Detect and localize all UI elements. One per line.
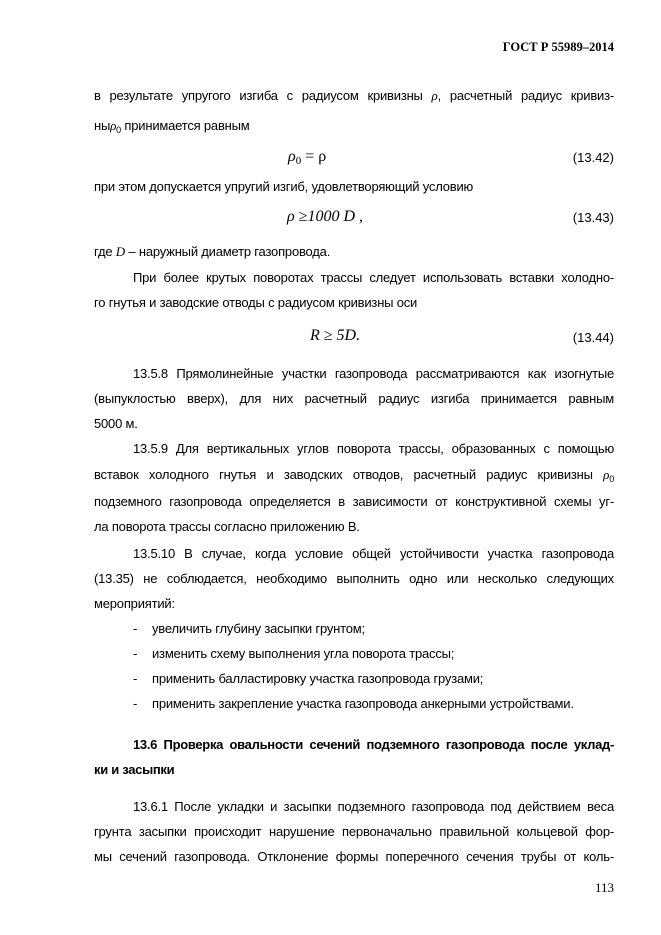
- text-line: мероприятий:: [94, 596, 175, 611]
- formula-13-44: R ≥ 5D.: [310, 327, 361, 344]
- list-item: изменить схему выполнения угла поворота трассы;: [152, 646, 455, 661]
- text-line: в результате упругого изгиба с радиусом кривизны ρ, расчетный радиус кривиз-: [94, 88, 614, 103]
- text-line: при этом допускается упругий изгиб, удовлетворяющий условию: [94, 179, 474, 194]
- list-item: применить балластировку участка газопровода грузами;: [152, 671, 484, 686]
- list-bullet: -: [133, 621, 138, 636]
- text-line: 13.5.9 Для вертикальных углов поворота трассы, образованных с помощью: [133, 441, 614, 456]
- list-item: увеличить глубину засыпки грунтом;: [152, 621, 365, 636]
- list-item: применить закрепление участка газопровода анкерными устройствами.: [152, 696, 574, 711]
- text-line: 13.5.8 Прямолинейные участки газопровода рассматриваются как изогнутые: [133, 366, 614, 381]
- document-code-header: ГОСТ Р 55989–2014: [502, 40, 614, 54]
- section-heading: 13.6 Проверка овальности сечений подземного газопровода после уклад-: [133, 737, 614, 752]
- text-line: грунта засыпки происходит нарушение первоначально правильной кольцевой фор-: [94, 824, 614, 839]
- text-line: ла поворота трассы согласно приложению В.: [94, 519, 360, 534]
- list-bullet: -: [133, 646, 138, 661]
- text-line: вставок холодного гнутья и заводских отводов, расчетный радиус кривизны $\rho_0$: [94, 467, 614, 484]
- text-line: мы сечений газопровода. Отклонение формы поперечного сечения трубы от коль-: [94, 849, 614, 864]
- text-line: где D – наружный диаметр газопровода.: [94, 244, 331, 259]
- equation-number: (13.42): [572, 150, 614, 165]
- page-number: 113: [594, 880, 614, 895]
- text-line: (выпуклостью вверх), для них расчетный радиус изгиба принимается равным: [94, 391, 614, 406]
- text-line: 5000 м.: [94, 416, 138, 431]
- text-line: го гнутья и заводские отводы с радиусом кривизны оси: [94, 295, 418, 310]
- text-line: При более крутых поворотах трассы следует использовать вставки холодно-: [133, 270, 614, 285]
- section-heading: ки и засыпки: [94, 762, 175, 777]
- list-bullet: -: [133, 671, 138, 686]
- list-bullet: -: [133, 696, 138, 711]
- equation-number: (13.44): [572, 330, 614, 345]
- equation-number: (13.43): [572, 210, 614, 225]
- text-line: 13.5.10 В случае, когда условие общей устойчивости участка газопровода: [133, 546, 614, 561]
- formula-13-43: ρ ≥1000 D ,: [287, 208, 364, 225]
- text-line: подземного газопровода определяется в зависимости от конструктивной схемы уг-: [94, 494, 614, 509]
- formula-13-42: $\rho_0 = \rho$: [288, 148, 327, 167]
- text-line: ныρ$_0$ принимается равным: [94, 118, 250, 135]
- text-line: (13.35) не соблюдается, необходимо выполнить одно или несколько следующих: [94, 571, 614, 586]
- text-line: 13.6.1 После укладки и засыпки подземного газопровода под действием веса: [133, 799, 614, 814]
